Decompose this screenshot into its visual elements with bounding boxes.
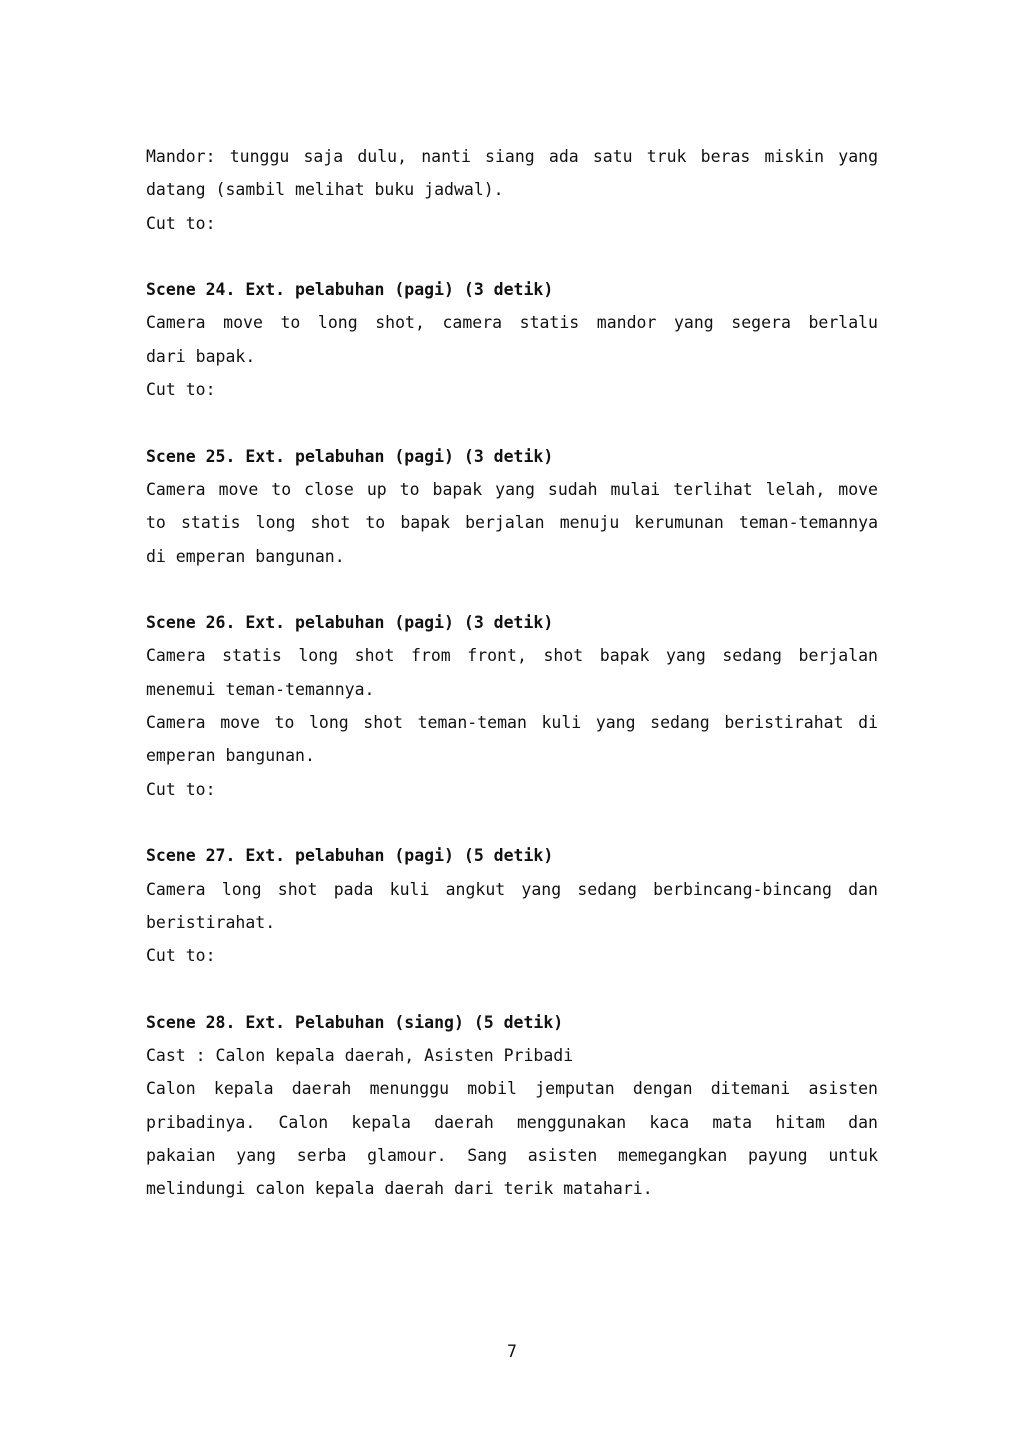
text-line: dari bapak. [146,346,256,366]
text-line: Mandor: tunggu saja dulu, nanti siang ada satu truk beras miskin yang [146,147,878,166]
scene-block [146,1006,878,1206]
scene-heading: Scene 24. Ext. pelabuhan (pagi) (3 detik) [146,280,554,300]
text-line: Cut to: [146,213,216,233]
scene-heading: Scene 28. Ext. Pelabuhan (siang) (5 detik) [146,1012,564,1032]
text-line: di emperan bangunan. [146,546,345,566]
text-line: Camera move to long shot teman-teman kuli yang sedang beristirahat di [146,713,878,733]
text-line: menemui teman-temannya. [146,679,375,699]
scene-block [146,440,878,573]
text-line: Camera move to long shot, camera statis mandor yang segera berlalu [146,313,878,333]
page-number: 7 [507,1342,517,1361]
text-line: emperan bangunan. [146,746,315,766]
document-body [146,140,878,1206]
dialogue-block [146,140,878,240]
text-line: pribadinya. Calon kepala daerah menggunakan kaca mata hitam dan [146,1112,878,1132]
text-line: to statis long shot to bapak berjalan menuju kerumunan teman-temannya [146,513,878,533]
text-line: melindungi calon kepala daerah dari terik matahari. [146,1179,653,1199]
text-line: Cut to: [146,946,216,966]
spacer [146,240,878,273]
text-line: Camera statis long shot from front, shot bapak yang sedang berjalan [146,646,878,666]
spacer [146,806,878,839]
spacer [146,573,878,606]
text-line: Cut to: [146,380,216,400]
text-line: Camera move to close up to bapak yang sudah mulai terlihat lelah, move [146,479,878,499]
spacer [146,406,878,439]
text-line: datang (sambil melihat buku jadwal). [146,180,504,200]
text-line: pakaian yang serba glamour. Sang asisten memegangkan payung untuk [146,1145,878,1165]
text-line: Camera long shot pada kuli angkut yang sedang berbincang-bincang dan [146,879,878,899]
text-line: Calon kepala daerah menunggu mobil jemputan dengan ditemani asisten [146,1079,878,1099]
scene-block [146,606,878,806]
text-line: Cut to: [146,779,216,799]
text-line: beristirahat. [146,912,276,932]
scene-block [146,273,878,406]
spacer [146,972,878,1005]
scene-heading: Scene 25. Ext. pelabuhan (pagi) (3 detik) [146,446,554,466]
scene-heading: Scene 26. Ext. pelabuhan (pagi) (3 detik) [146,613,554,633]
cast-line: Cast : Calon kepala daerah, Asisten Pribadi [146,1046,574,1066]
scene-block [146,839,878,972]
scene-heading: Scene 27. Ext. pelabuhan (pagi) (5 detik) [146,846,554,866]
